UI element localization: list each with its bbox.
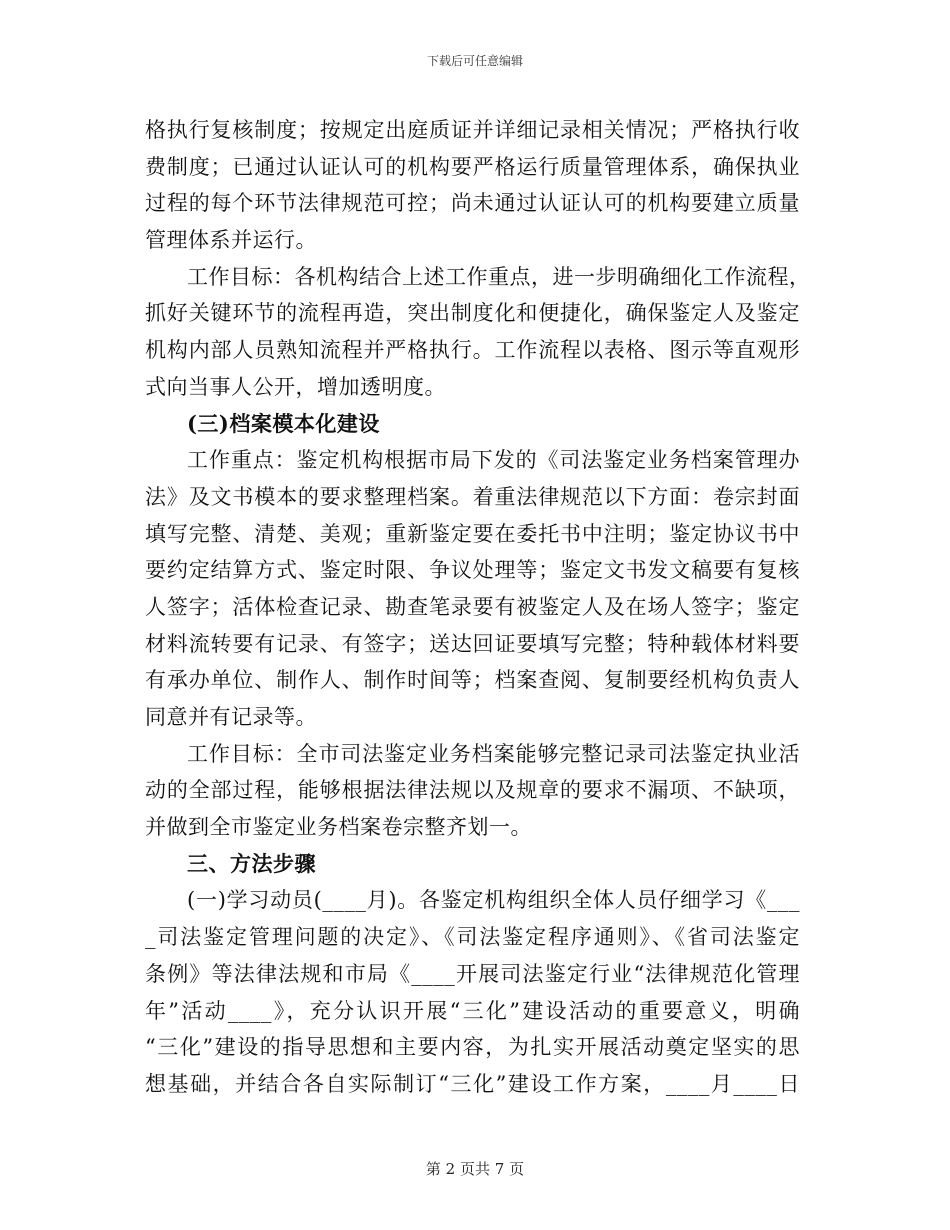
text-line: 动的全部过程，能够根据法律法规以及规章的要求不漏项、不缺项，: [145, 778, 800, 803]
text-line: _司法鉴定管理问题的决定》、《司法鉴定程序通则》、《省司法鉴定: [145, 925, 800, 950]
text-line: 有承办单位、制作人、制作时间等；档案查阅、复制要经机构负责人: [145, 668, 800, 693]
page-footer: 第 2 页共 7 页: [425, 1160, 525, 1178]
text-line: 费制度；已通过认证认可的机构要严格运行质量管理体系，确保执业: [145, 154, 800, 179]
text-line: 格执行复核制度；按规定出庭质证并详细记录相关情况；严格执行收: [145, 118, 800, 142]
text-line: 想基础，并结合各自实际制订“三化”建设工作方案，____月____日: [145, 1071, 800, 1096]
text-line: 式向当事人公开，增加透明度。: [145, 374, 446, 399]
section-heading: 三、方法步骤: [187, 850, 316, 876]
text-line: 工作目标：各机构结合上述工作重点，进一步明确细化工作流程，: [187, 264, 811, 289]
text-line: 材料流转要有记录、有签字；送达回证要填写完整；特种载体材料要: [145, 631, 800, 656]
text-line: 工作目标：全市司法鉴定业务档案能够完整记录司法鉴定执业活: [187, 741, 800, 766]
text-line: 工作重点：鉴定机构根据市局下发的《司法鉴定业务档案管理办: [187, 448, 800, 473]
text-line: 年”活动____》，充分认识开展“三化”建设活动的重要意义，明确: [145, 998, 800, 1023]
page-header: 下载后可任意编辑: [426, 54, 523, 68]
text-line: 法》及文书模本的要求整理档案。着重法律规范以下方面：卷宗封面: [145, 484, 800, 509]
text-line: “三化”建设的指导思想和主要内容，为扎实开展活动奠定坚实的思: [145, 1035, 800, 1060]
text-line: 条例》等法律法规和市局《____开展司法鉴定行业“法律规范化管理: [145, 961, 800, 986]
document-body: [145, 112, 811, 1103]
section-heading: (三)档案模本化建设: [187, 410, 380, 436]
text-line: 同意并有记录等。: [145, 705, 317, 729]
text-line: 人签字；活体检查记录、勘查笔录要有被鉴定人及在场人签字；鉴定: [145, 594, 800, 619]
text-line: 抓好关键环节的流程再造，突出制度化和便捷化，确保鉴定人及鉴定: [145, 301, 800, 326]
text-line: (一)学习动员(____月)。各鉴定机构组织全体人员仔细学习《___: [187, 888, 800, 913]
text-line: 填写完整、清楚、美观；重新鉴定要在委托书中注明；鉴定协议书中: [145, 521, 800, 546]
text-line: 管理体系并运行。: [145, 228, 317, 253]
text-line: 过程的每个环节法律规范可控；尚未通过认证认可的机构要建立质量: [145, 191, 800, 216]
text-line: 机构内部人员熟知流程并严格执行。工作流程以表格、图示等直观形: [145, 338, 800, 363]
text-line: 要约定结算方式、鉴定时限、争议处理等；鉴定文书发文稿要有复核: [145, 558, 800, 583]
text-line: 并做到全市鉴定业务档案卷宗整齐划一。: [145, 815, 532, 840]
